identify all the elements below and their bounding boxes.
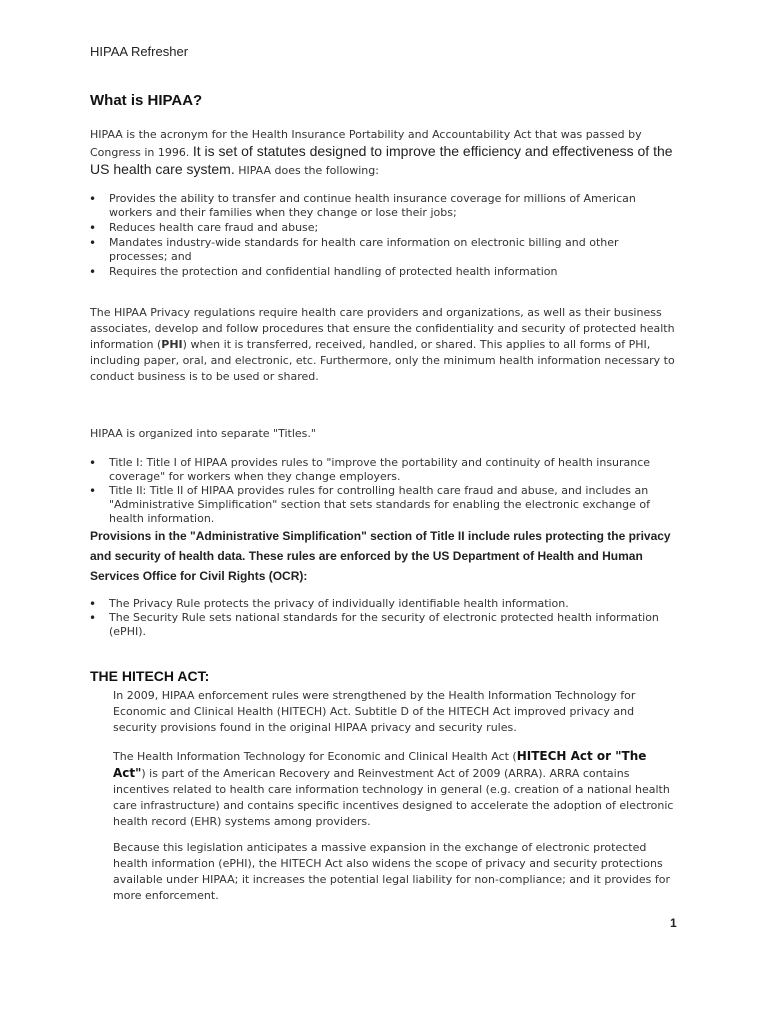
privacy-paragraph (90, 305, 680, 385)
heading-what-is-hipaa: What is HIPAA? (90, 92, 203, 109)
privacy-text-a: The HIPAA Privacy regulations require health care providers and organizations, as well as their business associates, develop and follow procedures that ensure the confidentiality and security of protected health information ( (90, 306, 675, 351)
privacy-text-b: ) when it is transferred, received, handled, or shared. This applies to all forms of PHI, including paper, oral, and electronic, etc. Furthermore, only the minimum health information necessary to conduct business is to be used or shared. (90, 338, 675, 383)
hipaa-functions-list (89, 192, 669, 280)
list-item: • Provides the ability to transfer and continue health insurance coverage for millions of American workers and their families when they change or lose their jobs; (89, 192, 669, 220)
hitech-paragraph-1: In 2009, HIPAA enforcement rules were strengthened by the Health Information Technology for Economic and Clinical Health (HITECH) Act. Subtitle D of the HITECH Act improved privacy and security provisions found in the original HIPAA privacy and security rules. (113, 689, 636, 734)
list-item: • The Security Rule sets national standards for the security of electronic protected health information (ePHI). (89, 611, 689, 639)
document-header: HIPAA Refresher (90, 44, 189, 59)
list-item: • Title I: Title I of HIPAA provides rules to "improve the portability and continuity of health insurance coverage" for workers when they change employers. (89, 456, 684, 484)
titles-intro: HIPAA is organized into separate "Titles." (90, 427, 316, 440)
intro-text-b: It is set of statutes designed to improve the efficiency and effectiveness of the US health care system. (90, 143, 673, 177)
list-item: • Requires the protection and confidential handling of protected health information (89, 265, 669, 279)
heading-hitech-act: THE HITECH ACT: (90, 668, 210, 684)
page-number: 1 (670, 916, 677, 930)
hitech-act-term: HITECH Act or "The Act" (113, 749, 647, 780)
provisions-paragraph: Provisions in the "Administrative Simplification" section of Title II include rules protecting the privacy and security of health data. These rules are enforced by the US Department of Health and Human Services Office for Civil Rights (OCR): (90, 529, 671, 583)
list-item: • Mandates industry-wide standards for health care information on electronic billing and other processes; and (89, 236, 669, 264)
intro-text-c: HIPAA does the following: (234, 164, 379, 177)
intro-text-a: HIPAA is the acronym for the Health Insurance Portability and Accountability Act that was passed by Congress in 1996. (90, 128, 642, 159)
intro-paragraph (90, 127, 690, 179)
list-item: • Title II: Title II of HIPAA provides rules for controlling health care fraud and abuse, and includes an "Administrative Simplification" section that sets standards for enabling the electronic exchange of health information. (89, 484, 684, 526)
list-item: • Reduces health care fraud and abuse; (89, 221, 669, 235)
phi-term: PHI (161, 338, 183, 351)
rules-list (89, 597, 689, 639)
titles-list (89, 456, 684, 526)
hitech-paragraph-3: Because this legislation anticipates a massive expansion in the exchange of electronic protected health information (ePHI), the HITECH Act also widens the scope of privacy and security protections available under HIPAA; it increases the potential legal liability for non-compliance; and it provides for more enforcement. (113, 841, 671, 902)
hitech-paragraph-2 (113, 748, 678, 830)
hitech-p2-text-b: ) is part of the American Recovery and Reinvestment Act of 2009 (ARRA). ARRA contains incentives related to health care information technology in general (e.g. creation of a national health care infrastructure) and contains specific incentives designed to accelerate the adoption of electronic health record (EHR) systems among providers. (113, 767, 674, 828)
list-item: • The Privacy Rule protects the privacy of individually identifiable health information. (89, 597, 689, 611)
hitech-p2-text-a: The Health Information Technology for Economic and Clinical Health Act ( (113, 750, 517, 763)
